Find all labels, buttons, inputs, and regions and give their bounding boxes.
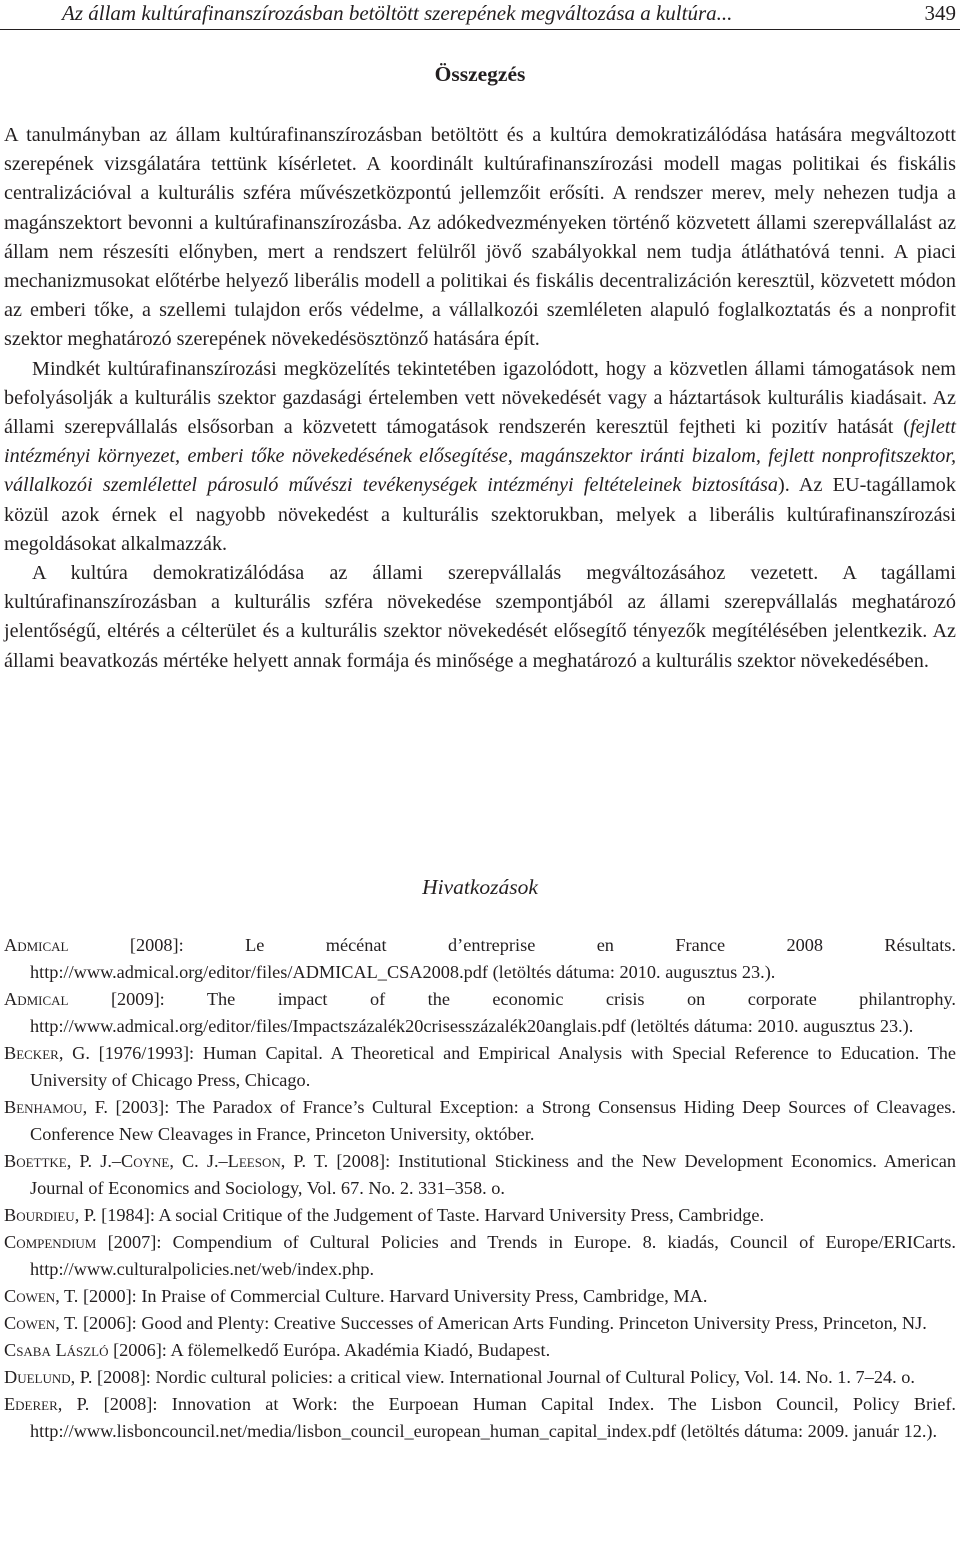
reference-text: [2007]: Compendium of Cultural Policies and Trends in Europe. 8. kiadás, Council of Europe/ERICarts. http://www.culturalpolicies.net/web/index.php. (30, 1232, 956, 1279)
reference-author: Ederer (4, 1394, 58, 1414)
reference-item (4, 1337, 956, 1364)
references-list (4, 932, 956, 1445)
reference-text: , P. [2008]: Innovation at Work: the Eurpoean Human Capital Index. The Lisbon Council, Policy Brief. http://www.lisboncouncil.net/media/lisbon_council_european_human_capital_index.pdf (letöltés dátuma: 2009. január 12.). (30, 1394, 956, 1441)
reference-item (4, 1202, 956, 1229)
reference-author: Boettke, P. J.–Coyne, C. J.–Leeson (4, 1151, 281, 1171)
reference-text: , P. [2008]: Nordic cultural policies: a critical view. International Journal of Cultural Policy, Vol. 14. No. 1. 7–24. o. (70, 1367, 915, 1387)
reference-text: , P. T. [2008]: Institutional Stickiness and the New Development Economics. American Journal of Economics and Sociology, Vol. 67. No. 2. 331–358. o. (30, 1151, 956, 1198)
summary-paragraph-3: A kultúra demokratizálódása az állami szerepvállalás megváltozásához vezetett. A tagállami kultúrafinanszírozásban a kulturális szféra növekedése szempontjából az állami szerepvállalás meghatározó jelentőségű, eltérés a célterület és a kulturális szektor növekedését elősegítő tényezők megítélésében jelentkezik. Az állami beavatkozás mértéke helyett annak formája és minősége a meghatározó a kulturális szektor növekedésében. (4, 562, 956, 672)
running-title: Az állam kultúrafinanszírozásban betöltött szerepének megváltozása a kultúra... (62, 1, 733, 25)
reference-text: , G. [1976/1993]: Human Capital. A Theoretical and Empirical Analysis with Special Reference to Education. The University of Chicago Press, Chicago. (30, 1043, 956, 1090)
reference-text: , F. [2003]: The Paradox of France’s Cultural Exception: a Strong Consensus Hiding Deep Sources of Cleavages. Conference New Cleavages in France, Princeton University, október. (30, 1097, 956, 1144)
reference-author: Admical (4, 989, 69, 1009)
page-number: 349 (924, 1, 956, 25)
reference-item (4, 932, 956, 986)
reference-author: Admical (4, 935, 69, 955)
reference-author: Cowen (4, 1313, 56, 1333)
reference-item (4, 1229, 956, 1283)
reference-item (4, 986, 956, 1040)
reference-text: , T. [2006]: Good and Plenty: Creative Successes of American Arts Funding. Princeton University Press, Princeton, NJ. (55, 1313, 927, 1333)
paragraph-2-text-b: ). Az EU-tagállamok közül azok érnek el nagyobb növekedést a kulturális szektorukban, melyek a liberális kultúrafinanszírozási megoldásokat alkalmazzák. (4, 474, 956, 555)
summary-paragraph-1: A tanulmányban az állam kultúrafinanszírozásban betöltött és a kultúra demokratizálódása hatására megváltozott szerepének vizsgálatára tettünk kísérletet. A koordinált kultúrafinanszírozási modell magas politikai és fiskális centralizációval a kulturális szféra művészetközpontú jellemzőit erősíti. A rendszer merev, mely nehezen tudja a magánszektort bevonni a kultúrafinanszírozásba. Az adókedvezményeken történő közvetett állami szerepvállalást az állam nem részesíti előnyben, mert a rendszert felülről jövő szabályokkal nem tudja átláthatóvá tenni. A piaci mechanizmusokat előtérbe helyező liberális modell a politikai és fiskális decentralizáción keresztül, közvetett módon az emberi tőke, a szellemi tulajdon erős védelme, a vállalkozói szemléleten alapuló foglalkoztatás és a nonprofit szektor meghatározó szerepének növekedésösztönző hatására épít. (4, 124, 956, 351)
reference-text: [2009]: The impact of the economic crisis on corporate philantrophy. http://www.admical.org/editor/files/Impactszázalék20crisesszázalék20anglais.pdf (letöltés dátuma: 2010. augusztus 23.). (30, 989, 956, 1036)
reference-author: Cowen (4, 1286, 56, 1306)
reference-author: Duelund (4, 1367, 71, 1387)
reference-item (4, 1283, 956, 1310)
reference-item (4, 1040, 956, 1094)
reference-author: Compendium (4, 1232, 97, 1252)
reference-author: Benhamou (4, 1097, 83, 1117)
reference-author: Bourdieu (4, 1205, 75, 1225)
reference-text: [2006]: A fölemelkedő Európa. Akadémia Kiadó, Budapest. (108, 1340, 551, 1360)
reference-item (4, 1094, 956, 1148)
paragraph-2-italic: fejlett intézményi környezet, emberi tőke növekedésének elősegítése, magánszektor iránti bizalom, fejlett nonprofitszektor, vállalkozói szemlélettel párosuló művészi tevékenységek intézményi feltételeinek biztosítása (4, 416, 956, 497)
reference-author: Becker (4, 1043, 59, 1063)
reference-item (4, 1391, 956, 1445)
reference-item (4, 1310, 956, 1337)
section-title: Összegzés (434, 62, 526, 86)
reference-item (4, 1148, 956, 1202)
summary-paragraph-2 (4, 355, 956, 559)
reference-text: [2008]: Le mécénat d’entreprise en France 2008 Résultats. http://www.admical.org/editor/files/ADMICAL_CSA2008.pdf (letöltés dátuma: 2010. augusztus 23.). (30, 935, 956, 982)
references-title: Hivatkozások (422, 875, 538, 899)
summary-body (4, 121, 956, 676)
reference-text: , T. [2000]: In Praise of Commercial Culture. Harvard University Press, Cambridge, MA. (55, 1286, 708, 1306)
running-header (0, 0, 960, 30)
paragraph-2-text-a: Mindkét kultúrafinanszírozási megközelítés tekintetében igazolódott, hogy a közvetlen állami támogatások nem befolyásolják a kulturális szektor gazdasági értelemben vett növekedését vagy a háztartások kulturális kiadásait. Az állami szerepvállalás elsősorban a közvetett támogatások rendszerén keresztül fejtheti ki pozitív hatását ( (4, 357, 956, 439)
reference-item (4, 1364, 956, 1391)
reference-author: Csaba László (4, 1340, 109, 1360)
reference-text: , P. [1984]: A social Critique of the Judgement of Taste. Harvard University Press, Cambridge. (74, 1205, 765, 1225)
